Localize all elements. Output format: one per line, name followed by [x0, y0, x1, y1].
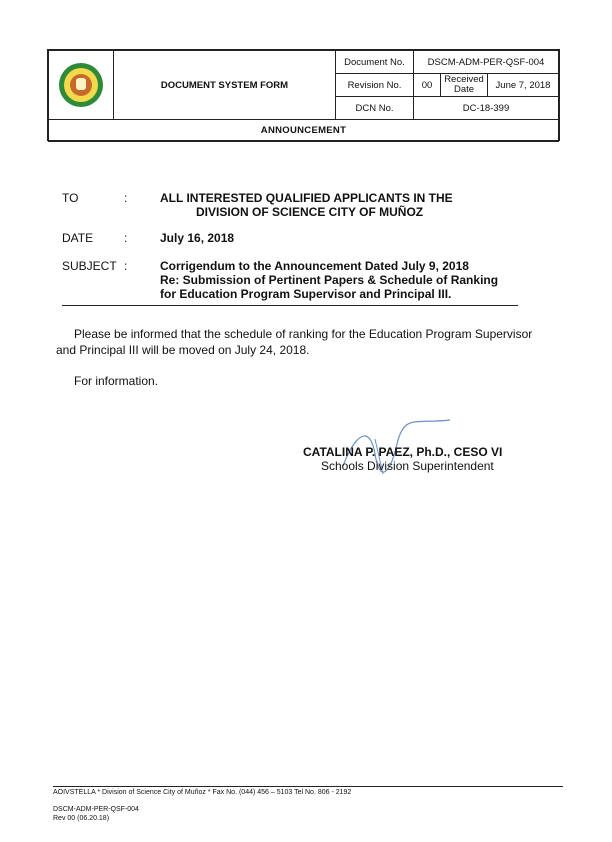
signatory-name: CATALINA P. PAEZ, Ph.D., CESO VI — [303, 445, 503, 459]
revision-no-label: Revision No. — [336, 74, 414, 97]
footer-divider — [53, 786, 563, 787]
body-line-1: Please be informed that the schedule of ranking for the Education Program Supervisor — [74, 327, 533, 341]
subject-line-1: Corrigendum to the Announcement Dated July 9, 2018 — [160, 259, 469, 273]
received-date-value: June 7, 2018 — [488, 74, 559, 97]
to-line-1: ALL INTERESTED QUALIFIED APPLICANTS IN THE — [160, 191, 453, 205]
form-title: DOCUMENT SYSTEM FORM — [114, 51, 336, 120]
subject-divider — [62, 305, 518, 306]
footer-revision: Rev 00 (06.20.18) — [53, 815, 110, 822]
document-no-value: DSCM-ADM-PER-QSF-004 — [414, 51, 559, 74]
body-paragraph — [56, 326, 562, 358]
division-seal-icon — [59, 63, 103, 107]
footer-form-code: DSCM-ADM-PER-QSF-004 — [53, 806, 139, 813]
date-value: July 16, 2018 — [160, 231, 235, 245]
dcn-no-label: DCN No. — [336, 97, 414, 120]
to-label: TO — [62, 191, 79, 205]
revision-no-value: 00 — [414, 74, 441, 97]
subject-label: SUBJECT — [62, 259, 117, 273]
to-line-2: DIVISION OF SCIENCE CITY OF MUÑOZ — [196, 205, 424, 219]
dcn-no-value: DC-18-399 — [414, 97, 559, 120]
footer-contact: AOIVSTELLA * Division of Science City of Muñoz * Fax No. (044) 456 – 5103 Tel No. 806 - 2192 — [53, 789, 352, 796]
announcement-heading: ANNOUNCEMENT — [49, 120, 559, 142]
document-header — [47, 49, 560, 141]
date-label: DATE — [62, 231, 94, 245]
subject-line-3: for Education Program Supervisor and Principal III. — [160, 287, 452, 301]
document-no-label: Document No. — [336, 51, 414, 74]
closing-line: For information. — [74, 374, 159, 388]
subject-line-2: Re: Submission of Pertinent Papers & Schedule of Ranking — [160, 273, 499, 287]
body-line-2: and Principal III will be moved on July 24, 2018. — [56, 343, 310, 357]
signatory-title: Schools Division Superintendent — [321, 459, 494, 473]
received-date-label: Received Date — [441, 74, 488, 97]
logo-cell — [49, 51, 114, 120]
